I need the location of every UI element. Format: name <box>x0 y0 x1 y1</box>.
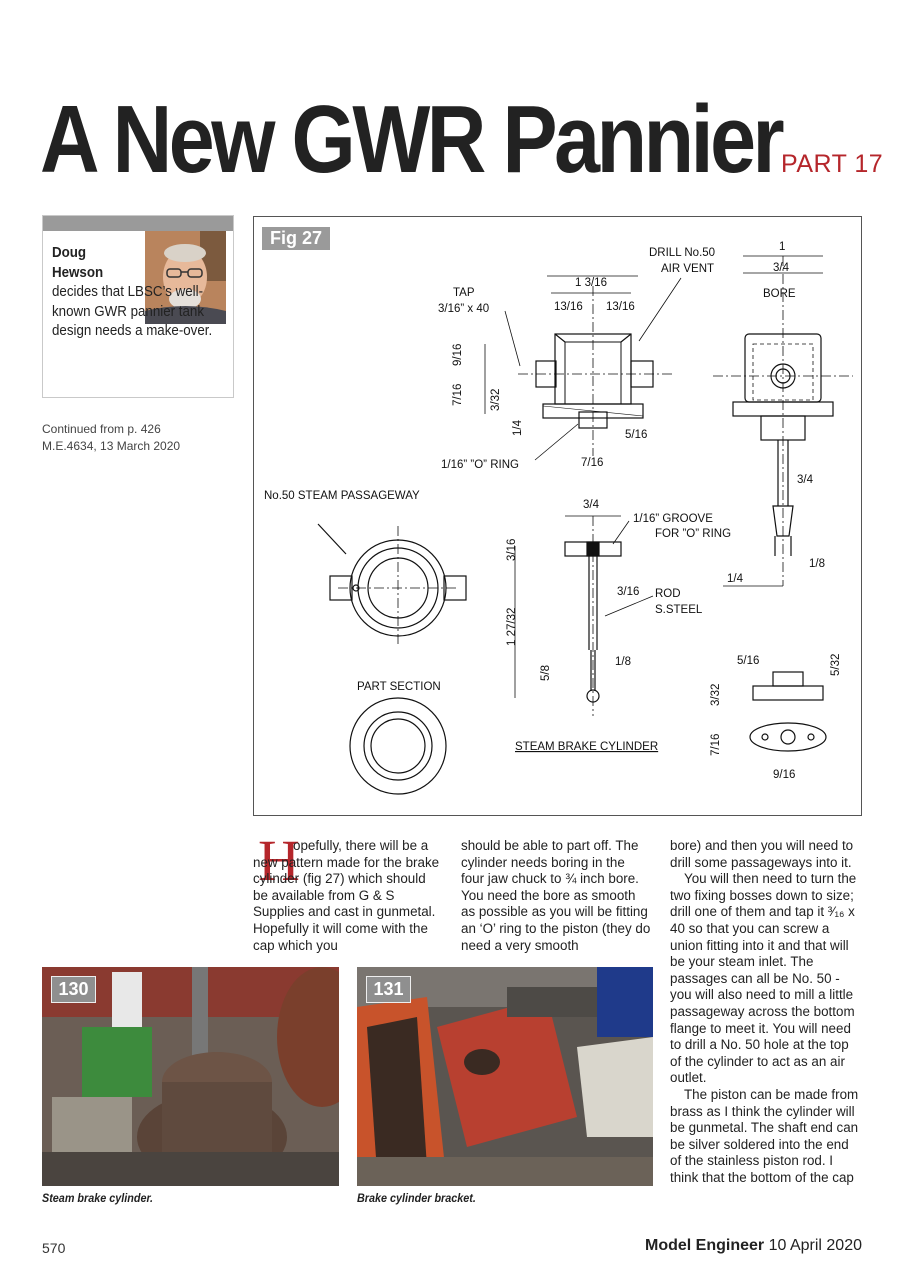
label-5-32: 5/32 <box>830 653 842 676</box>
author-first-name: Doug <box>52 245 87 261</box>
author-last-name: Hewson <box>52 264 104 281</box>
photo-130-caption: Steam brake cylinder. <box>42 1191 154 1205</box>
author-box <box>42 215 234 398</box>
continued-note <box>42 421 180 455</box>
footer-date: 10 April 2020 <box>768 1237 862 1254</box>
o-ring-part-section <box>350 698 446 794</box>
cylinder-front-view <box>713 256 853 586</box>
article-col2-text: should be able to part off. The cylinder needs boring in the four jaw chuck to ¾ inch bore. You need the bore as smooth as possible as you will be fitting an ‘O’ ring to the piston (they do need a very smooth <box>461 838 651 953</box>
label-3-4-b: 3/4 <box>797 474 813 486</box>
cylinder-section <box>518 286 673 456</box>
label-13-16-a: 13/16 <box>554 301 583 313</box>
technical-drawing <box>253 216 862 816</box>
label-3-4: 3/4 <box>773 262 789 274</box>
author-blurb-text: decides that LBSC’s well-known GWR pannier tank design needs a make-over. <box>52 284 213 339</box>
label-7-16-c: 7/16 <box>710 733 722 756</box>
article-col3-p2: You will then need to turn the two fixing bosses down to size; drill one of them and tap it ³⁄₁₆ x 40 so that you can screw a union fitting into it and that will be your steam inlet. The passages can all be No. 50 - you will also need to mill a little passageway across the bottom flange to meet it. You will need to drill a No. 50 hole at the top of the cylinder to act as an air outlet. <box>670 871 857 1086</box>
continued-from: Continued from p. 426 <box>42 422 161 436</box>
article-column-3 <box>670 838 862 1186</box>
label-groove-2: FOR ”O” RING <box>655 528 732 540</box>
label-1-4: 1/4 <box>512 420 524 436</box>
page-number: 570 <box>42 1240 66 1256</box>
article-col3-p3: The piston can be made from brass as I think the cylinder will be gunmetal. The shaft end can be silver soldered into the end of the stainless piston rod. I think that the bottom of the cap <box>670 1086 859 1185</box>
author-blurb <box>52 283 218 342</box>
label-3-32: 3/32 <box>490 388 502 411</box>
label-9-16-b: 9/16 <box>773 769 796 781</box>
label-drill: DRILL No.50 <box>649 247 716 259</box>
label-5-8: 5/8 <box>540 665 552 681</box>
article-title: A New GWR Pannier <box>40 86 782 193</box>
photo-131 <box>357 967 653 1186</box>
label-3-16-b: 3/16 <box>617 586 640 598</box>
label-bore: BORE <box>763 288 796 300</box>
footer-magazine: Model Engineer <box>645 1237 765 1254</box>
label-1: 1 <box>779 241 786 253</box>
label-5-16: 5/16 <box>625 429 648 441</box>
label-5-16-b: 5/16 <box>737 655 760 667</box>
label-1-3-16: 1 3/16 <box>575 277 607 289</box>
label-3-4-c: 3/4 <box>583 499 599 511</box>
article-col3-p1: bore) and then you will need to drill some passageways into it. <box>670 838 854 870</box>
label-air-vent: AIR VENT <box>661 263 715 275</box>
label-1-27-32: 1 27/32 <box>506 607 518 646</box>
footer-publication <box>600 1237 862 1255</box>
leader-lines <box>485 256 823 698</box>
drop-cap: H <box>258 828 300 893</box>
author-box-bar <box>43 216 233 231</box>
continued-issue: M.E.4634, 13 March 2020 <box>42 439 181 453</box>
label-3-32-b: 3/32 <box>710 683 722 706</box>
photo-130 <box>42 967 339 1186</box>
label-7-16-b: 7/16 <box>581 457 604 469</box>
label-3-16: 3/16 <box>506 538 518 561</box>
piston-drawing <box>565 516 621 716</box>
label-13-16-b: 13/16 <box>606 301 635 313</box>
label-1-4-b: 1/4 <box>727 573 743 585</box>
label-part-section: PART SECTION <box>357 681 441 693</box>
photo-130-number: 130 <box>51 976 96 1003</box>
label-groove-1: 1/16” GROOVE <box>633 513 713 525</box>
label-rod: ROD <box>655 588 681 600</box>
article-column-2 <box>461 838 651 954</box>
author-name <box>52 244 103 283</box>
article-column-1 <box>253 838 443 954</box>
label-tap-size: 3/16” x 40 <box>438 303 490 315</box>
label-9-16: 9/16 <box>452 343 464 366</box>
article-col1-text: opefully, there will be a new pattern made for the brake cylinder (fig 27) which should be available from G & S Supplies and cast in gunmetal. Hopefully it will come with the cap which you <box>253 838 440 953</box>
photo-131-caption: Brake cylinder bracket. <box>357 1191 476 1205</box>
label-tap: TAP <box>453 287 475 299</box>
label-1-8-b: 1/8 <box>615 656 631 668</box>
photo-131-number: 131 <box>366 976 411 1003</box>
label-o-ring: 1/16” ”O” RING <box>441 459 519 471</box>
figure-label: Fig 27 <box>262 227 330 250</box>
flange-top-view <box>318 524 466 646</box>
part-number: PART 17 <box>781 150 884 178</box>
label-steam-passageway: No.50 STEAM PASSAGEWAY <box>264 490 420 502</box>
label-7-16: 7/16 <box>452 383 464 406</box>
label-s-steel: S.STEEL <box>655 604 703 616</box>
label-steam-brake-cylinder: STEAM BRAKE CYLINDER <box>515 741 659 753</box>
label-1-8: 1/8 <box>809 558 825 570</box>
bracket-drawing <box>750 672 826 751</box>
